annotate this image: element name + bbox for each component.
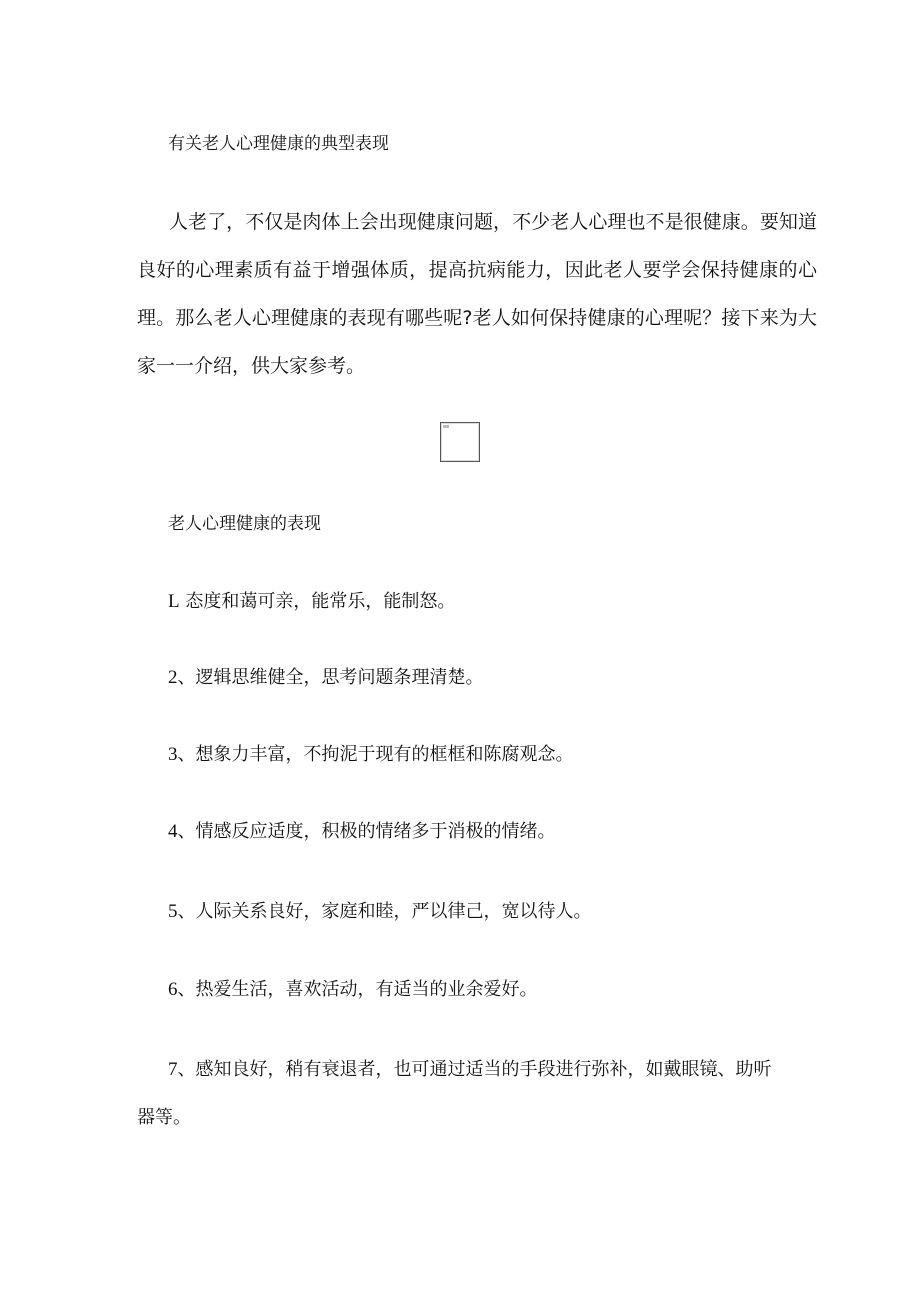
list-item	[168, 818, 556, 846]
list-item-number: 4	[168, 821, 178, 842]
image-corner-mark	[443, 425, 449, 428]
document-title: 有关老人心理健康的典型表现	[168, 134, 389, 154]
list-item-number: 5	[168, 901, 178, 922]
list-item-number: 7	[168, 1059, 178, 1080]
list-item	[168, 898, 592, 926]
list-item-text: 、逻辑思维健全，思考问题条理清楚。	[177, 667, 484, 688]
section-heading: 老人心理健康的表现	[168, 514, 321, 534]
list-item	[137, 1046, 777, 1142]
list-item-number: 2	[168, 667, 178, 688]
list-item-number: L	[168, 591, 180, 612]
list-item-text: 态度和蔼可亲，能常乐，能制怒。	[179, 591, 456, 612]
list-item-text: 、热爱生活，喜欢活动，有适当的业余爱好。	[177, 979, 538, 1000]
image-placeholder-icon	[440, 422, 480, 462]
list-item-text: 、想象力丰富，不拘泥于现有的框框和陈腐观念。	[177, 744, 574, 765]
list-item-number: 6	[168, 979, 178, 1000]
list-item-text: 、感知良好，稍有衰退者，也可通过适当的手段进行弥补，如戴眼镜、助听器等。	[137, 1059, 772, 1128]
list-item	[168, 588, 455, 616]
list-item	[168, 976, 538, 1004]
list-item-text: 、情感反应适度，积极的情绪多于消极的情绪。	[177, 821, 556, 842]
list-item-text: 、人际关系良好，家庭和睦，严以律己，宽以待人。	[177, 901, 592, 922]
intro-paragraph: 人老了，不仅是肉体上会出现健康问题，不少老人心理也不是很健康。要知道良好的心理素质有益于增强体质，提高抗病能力，因此老人要学会保持健康的心理。那么老人心理健康的表现有哪些呢?老人如何保持健康的心理呢？接下来为大家一一介绍，供大家参考。	[137, 211, 817, 377]
list-item	[168, 664, 484, 692]
list-item	[168, 741, 574, 769]
list-item-number: 3	[168, 744, 178, 765]
